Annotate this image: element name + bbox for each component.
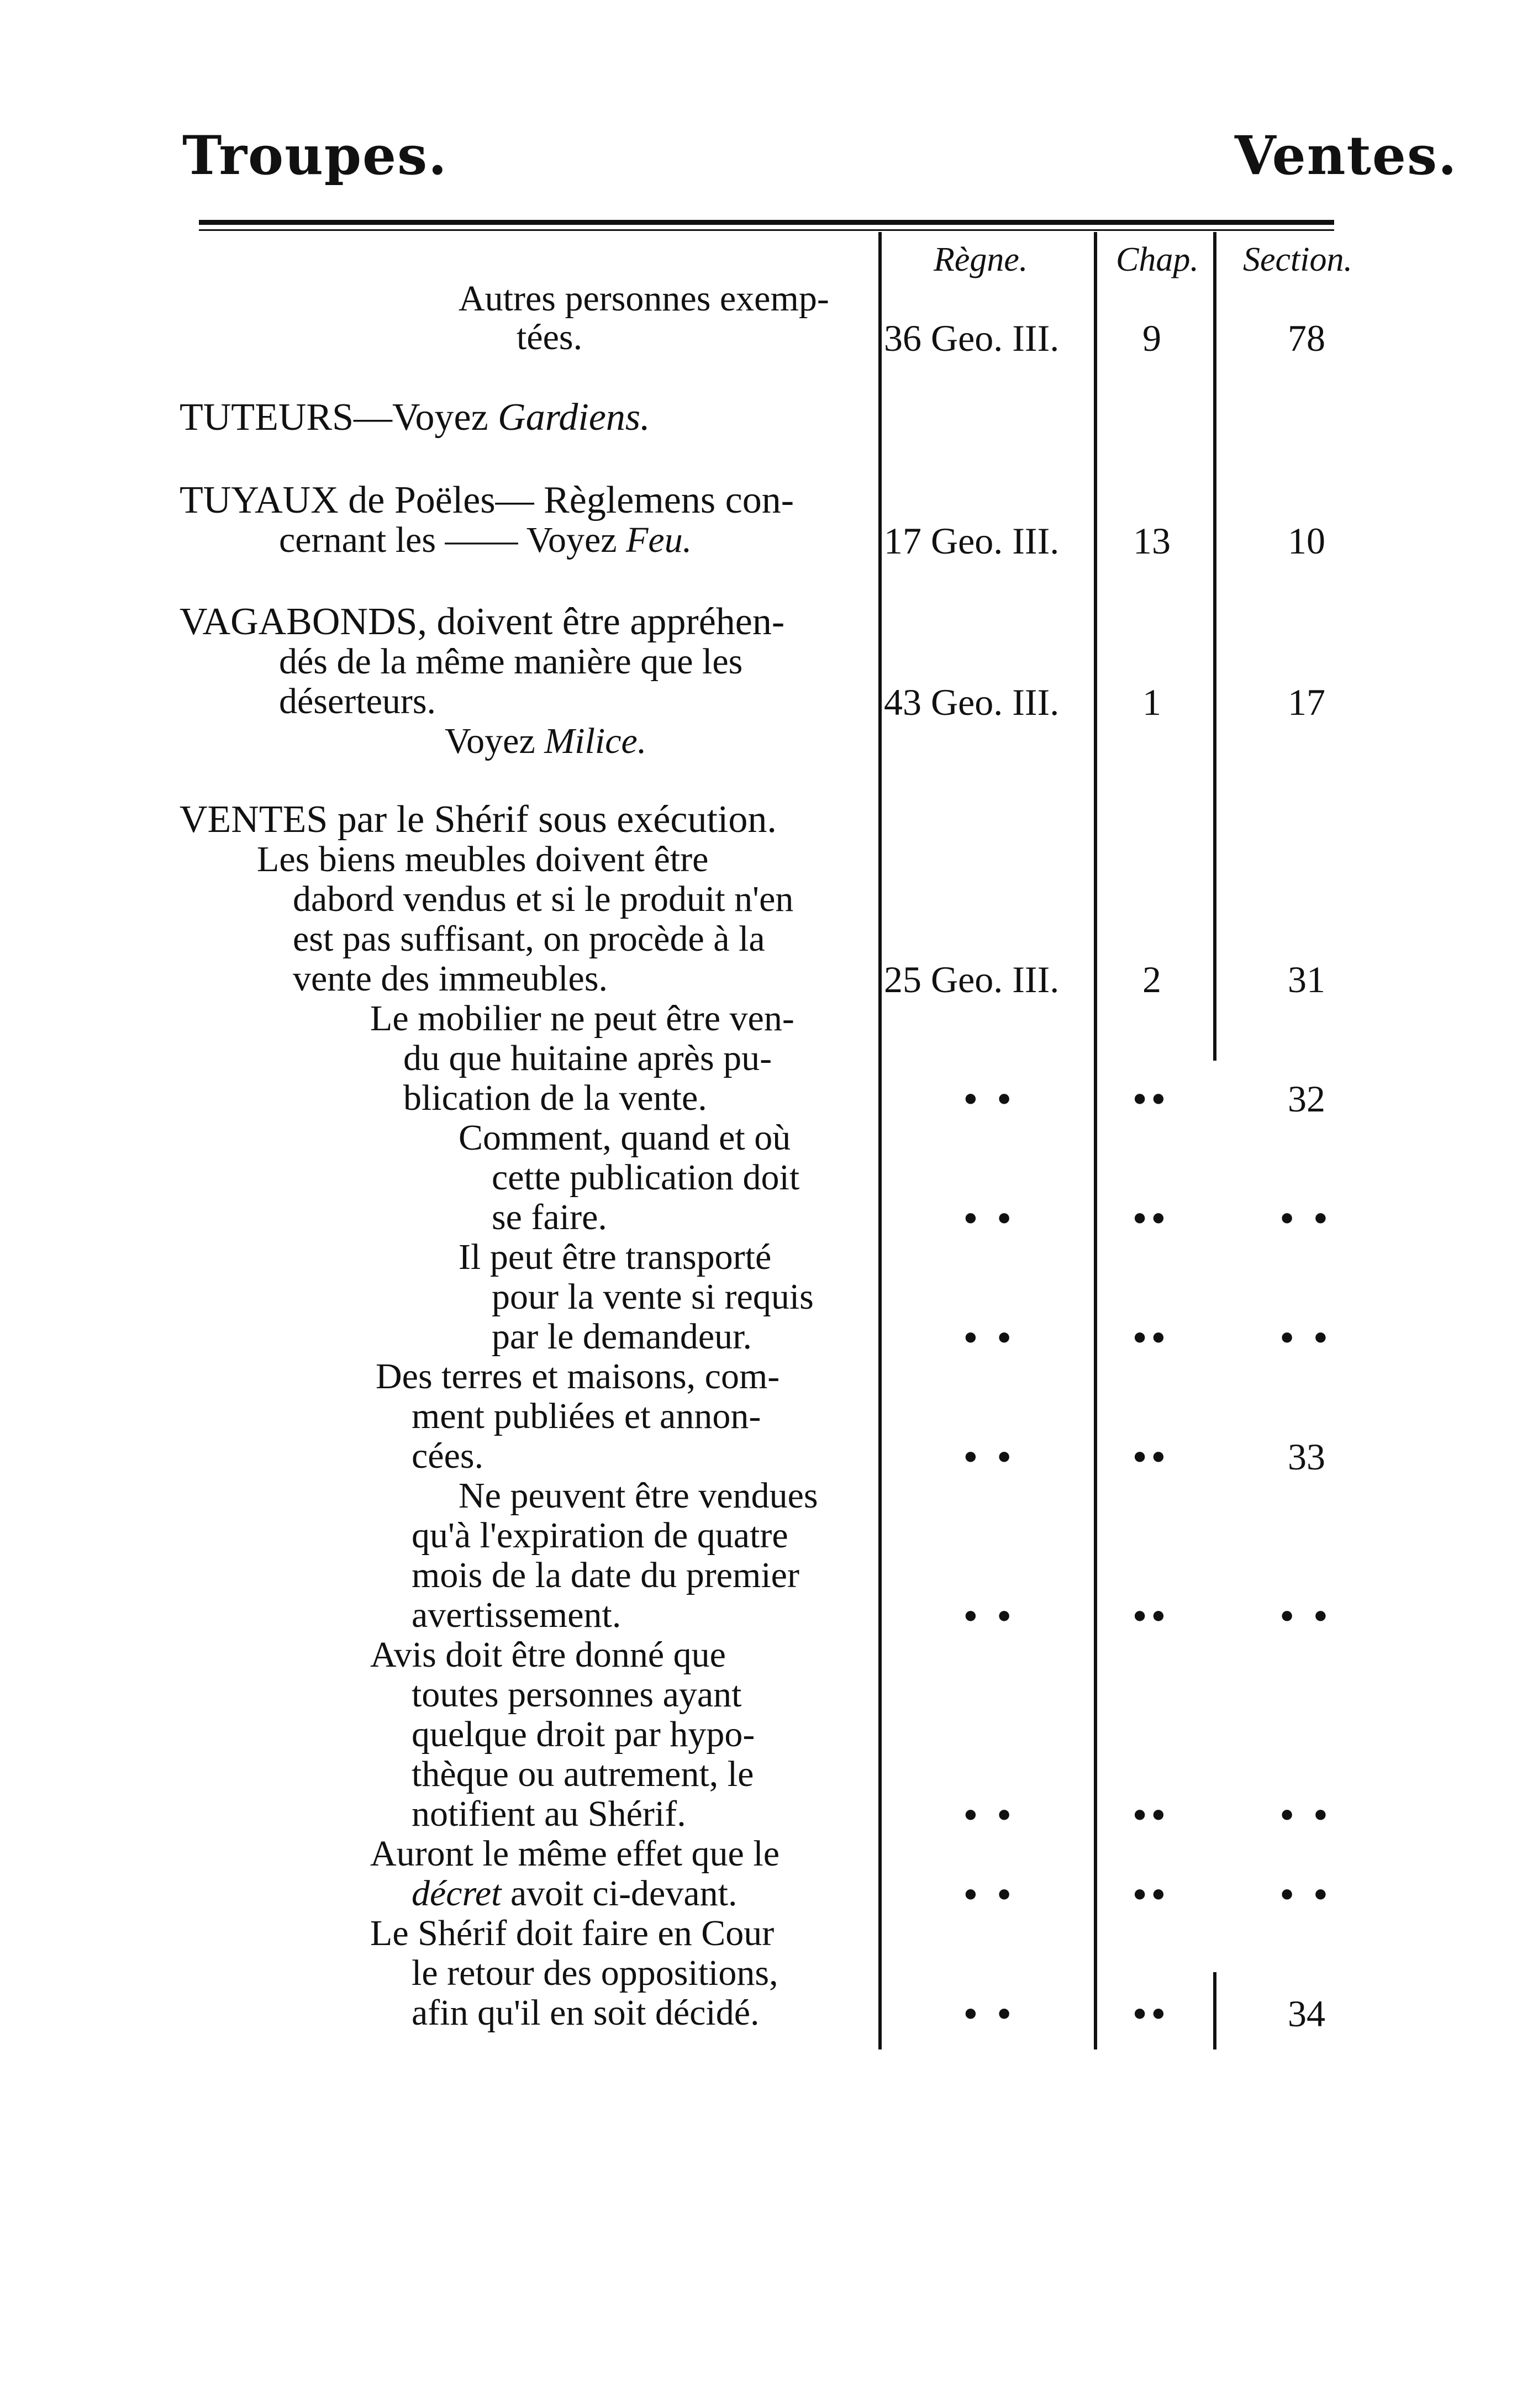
entry-text: TUTEURS—Voyez [180, 396, 488, 439]
entry-line-decret [412, 1874, 737, 1914]
ref-chap: 9 [1142, 317, 1161, 359]
ref-chap-ditto: •• [1133, 1078, 1171, 1120]
ref-section: 34 [1288, 1993, 1325, 2035]
ref-regne-ditto: • • [964, 1078, 1016, 1120]
entry-line: par le demandeur. [492, 1316, 752, 1357]
ref-chap-ditto: •• [1133, 1873, 1171, 1915]
entry-text: avoit ci-devant. [510, 1873, 738, 1914]
ref-section-ditto: • • [1280, 1316, 1333, 1358]
entry-text: cernant les —— Voyez [279, 520, 617, 560]
column-divider-section [1213, 232, 1216, 1061]
entry-line-vagabonds-see [445, 721, 646, 761]
ref-regne-ditto: • • [964, 1595, 1016, 1637]
ref-regne-ditto: • • [964, 1197, 1016, 1239]
entry-line: Il peut être transporté [459, 1237, 772, 1277]
column-divider-section-lower [1213, 1972, 1216, 2049]
ref-regne: 36 Geo. III. [884, 317, 1060, 359]
ref-regne-ditto: • • [964, 1794, 1016, 1836]
ref-section-ditto: • • [1280, 1873, 1333, 1915]
ref-section-ditto: • • [1280, 1197, 1333, 1239]
entry-line: est pas suffisant, on procède à la [293, 919, 765, 959]
entry-line: afin qu'il en soit décidé. [412, 1993, 760, 2033]
entry-line: Ne peuvent être vendues [459, 1476, 818, 1516]
ref-chap-ditto: •• [1133, 1595, 1171, 1637]
entry-line: thèque ou autrement, le [412, 1754, 754, 1794]
ref-section: 33 [1288, 1436, 1325, 1478]
ref-section: 17 [1288, 681, 1325, 723]
ref-regne: 17 Geo. III. [884, 520, 1060, 562]
ref-section: 32 [1288, 1078, 1325, 1120]
entry-line: mois de la date du premier [412, 1555, 799, 1595]
entry-line: Les biens meubles doivent être [257, 839, 709, 879]
entry-line: du que huitaine après pu- [403, 1038, 772, 1078]
entry-line: dés de la même manière que les [279, 641, 743, 682]
entry-line: blication de la vente. [403, 1078, 707, 1118]
ref-chap-ditto: •• [1133, 1436, 1171, 1478]
entry-line: dabord vendus et si le produit n'en [293, 879, 794, 919]
column-header-chap: Chap. [1116, 241, 1199, 278]
ref-chap-ditto: •• [1133, 1197, 1171, 1239]
ref-section-ditto: • • [1280, 1794, 1333, 1836]
column-header-section: Section. [1243, 241, 1352, 278]
entry-line: notifient au Shérif. [412, 1794, 686, 1834]
italic-term: décret [412, 1873, 502, 1914]
entry-line-tuyaux-2 [279, 520, 692, 560]
running-head-left: Troupes. [182, 124, 448, 187]
entry-line: Auront le même effet que le [370, 1833, 779, 1874]
entry-line: VAGABONDS, doivent être appréhen- [180, 600, 785, 643]
cross-reference: Gardiens. [498, 396, 650, 439]
ref-chap-ditto: •• [1133, 1794, 1171, 1836]
entry-line: avertissement. [412, 1595, 621, 1635]
entry-line: pour la vente si requis [492, 1277, 814, 1317]
entry-line: Autres personnes exemp- [459, 278, 829, 319]
ref-chap: 1 [1142, 681, 1161, 723]
header-rule-thick [199, 220, 1334, 225]
ref-chap-ditto: •• [1133, 1993, 1171, 2035]
entry-line: Comment, quand et où [459, 1118, 791, 1158]
ref-regne-ditto: • • [964, 1993, 1016, 2035]
cross-reference: Feu. [626, 520, 692, 560]
ref-section: 31 [1288, 958, 1325, 1000]
ref-section: 78 [1288, 317, 1325, 359]
entry-line: qu'à l'expiration de quatre [412, 1515, 788, 1556]
entry-line: Avis doit être donné que [370, 1635, 726, 1675]
ref-section: 10 [1288, 520, 1325, 562]
entry-line: ment publiées et annon- [412, 1396, 761, 1436]
entry-line: Des terres et maisons, com- [376, 1356, 780, 1397]
ref-chap-ditto: •• [1133, 1316, 1171, 1358]
ref-regne: 43 Geo. III. [884, 681, 1060, 723]
entry-text: Voyez [445, 721, 535, 761]
column-header-regne: Règne. [934, 241, 1028, 278]
entry-line: cées. [412, 1436, 484, 1476]
ref-regne-ditto: • • [964, 1436, 1016, 1478]
ref-regne-ditto: • • [964, 1873, 1016, 1915]
ref-chap: 2 [1142, 958, 1161, 1000]
entry-line: se faire. [492, 1197, 607, 1237]
entry-line: toutes personnes ayant [412, 1674, 742, 1715]
entry-heading-tuteurs [180, 398, 650, 438]
ref-regne: 25 Geo. III. [884, 958, 1060, 1000]
entry-line: déserteurs. [279, 681, 436, 721]
entry-line: tées. [517, 317, 583, 357]
entry-line: quelque droit par hypo- [412, 1714, 755, 1754]
entry-line: cette publication doit [492, 1157, 800, 1198]
entry-line: VENTES par le Shérif sous exécution. [180, 798, 777, 841]
running-head-right: Ventes. [1235, 124, 1458, 187]
ref-section-ditto: • • [1280, 1595, 1333, 1637]
entry-line: le retour des oppositions, [412, 1953, 778, 1993]
column-divider-regne [878, 232, 882, 2049]
ref-regne-ditto: • • [964, 1316, 1016, 1358]
entry-line: TUYAUX de Poëles— Règlemens con- [180, 479, 794, 521]
header-rule-thin [199, 229, 1334, 231]
column-divider-chap [1094, 232, 1097, 2049]
cross-reference: Milice. [544, 721, 647, 761]
entry-line: Le mobilier ne peut être ven- [370, 998, 794, 1039]
entry-line: Le Shérif doit faire en Cour [370, 1913, 775, 1953]
entry-line: vente des immeubles. [293, 958, 608, 999]
ref-chap: 13 [1133, 520, 1171, 562]
